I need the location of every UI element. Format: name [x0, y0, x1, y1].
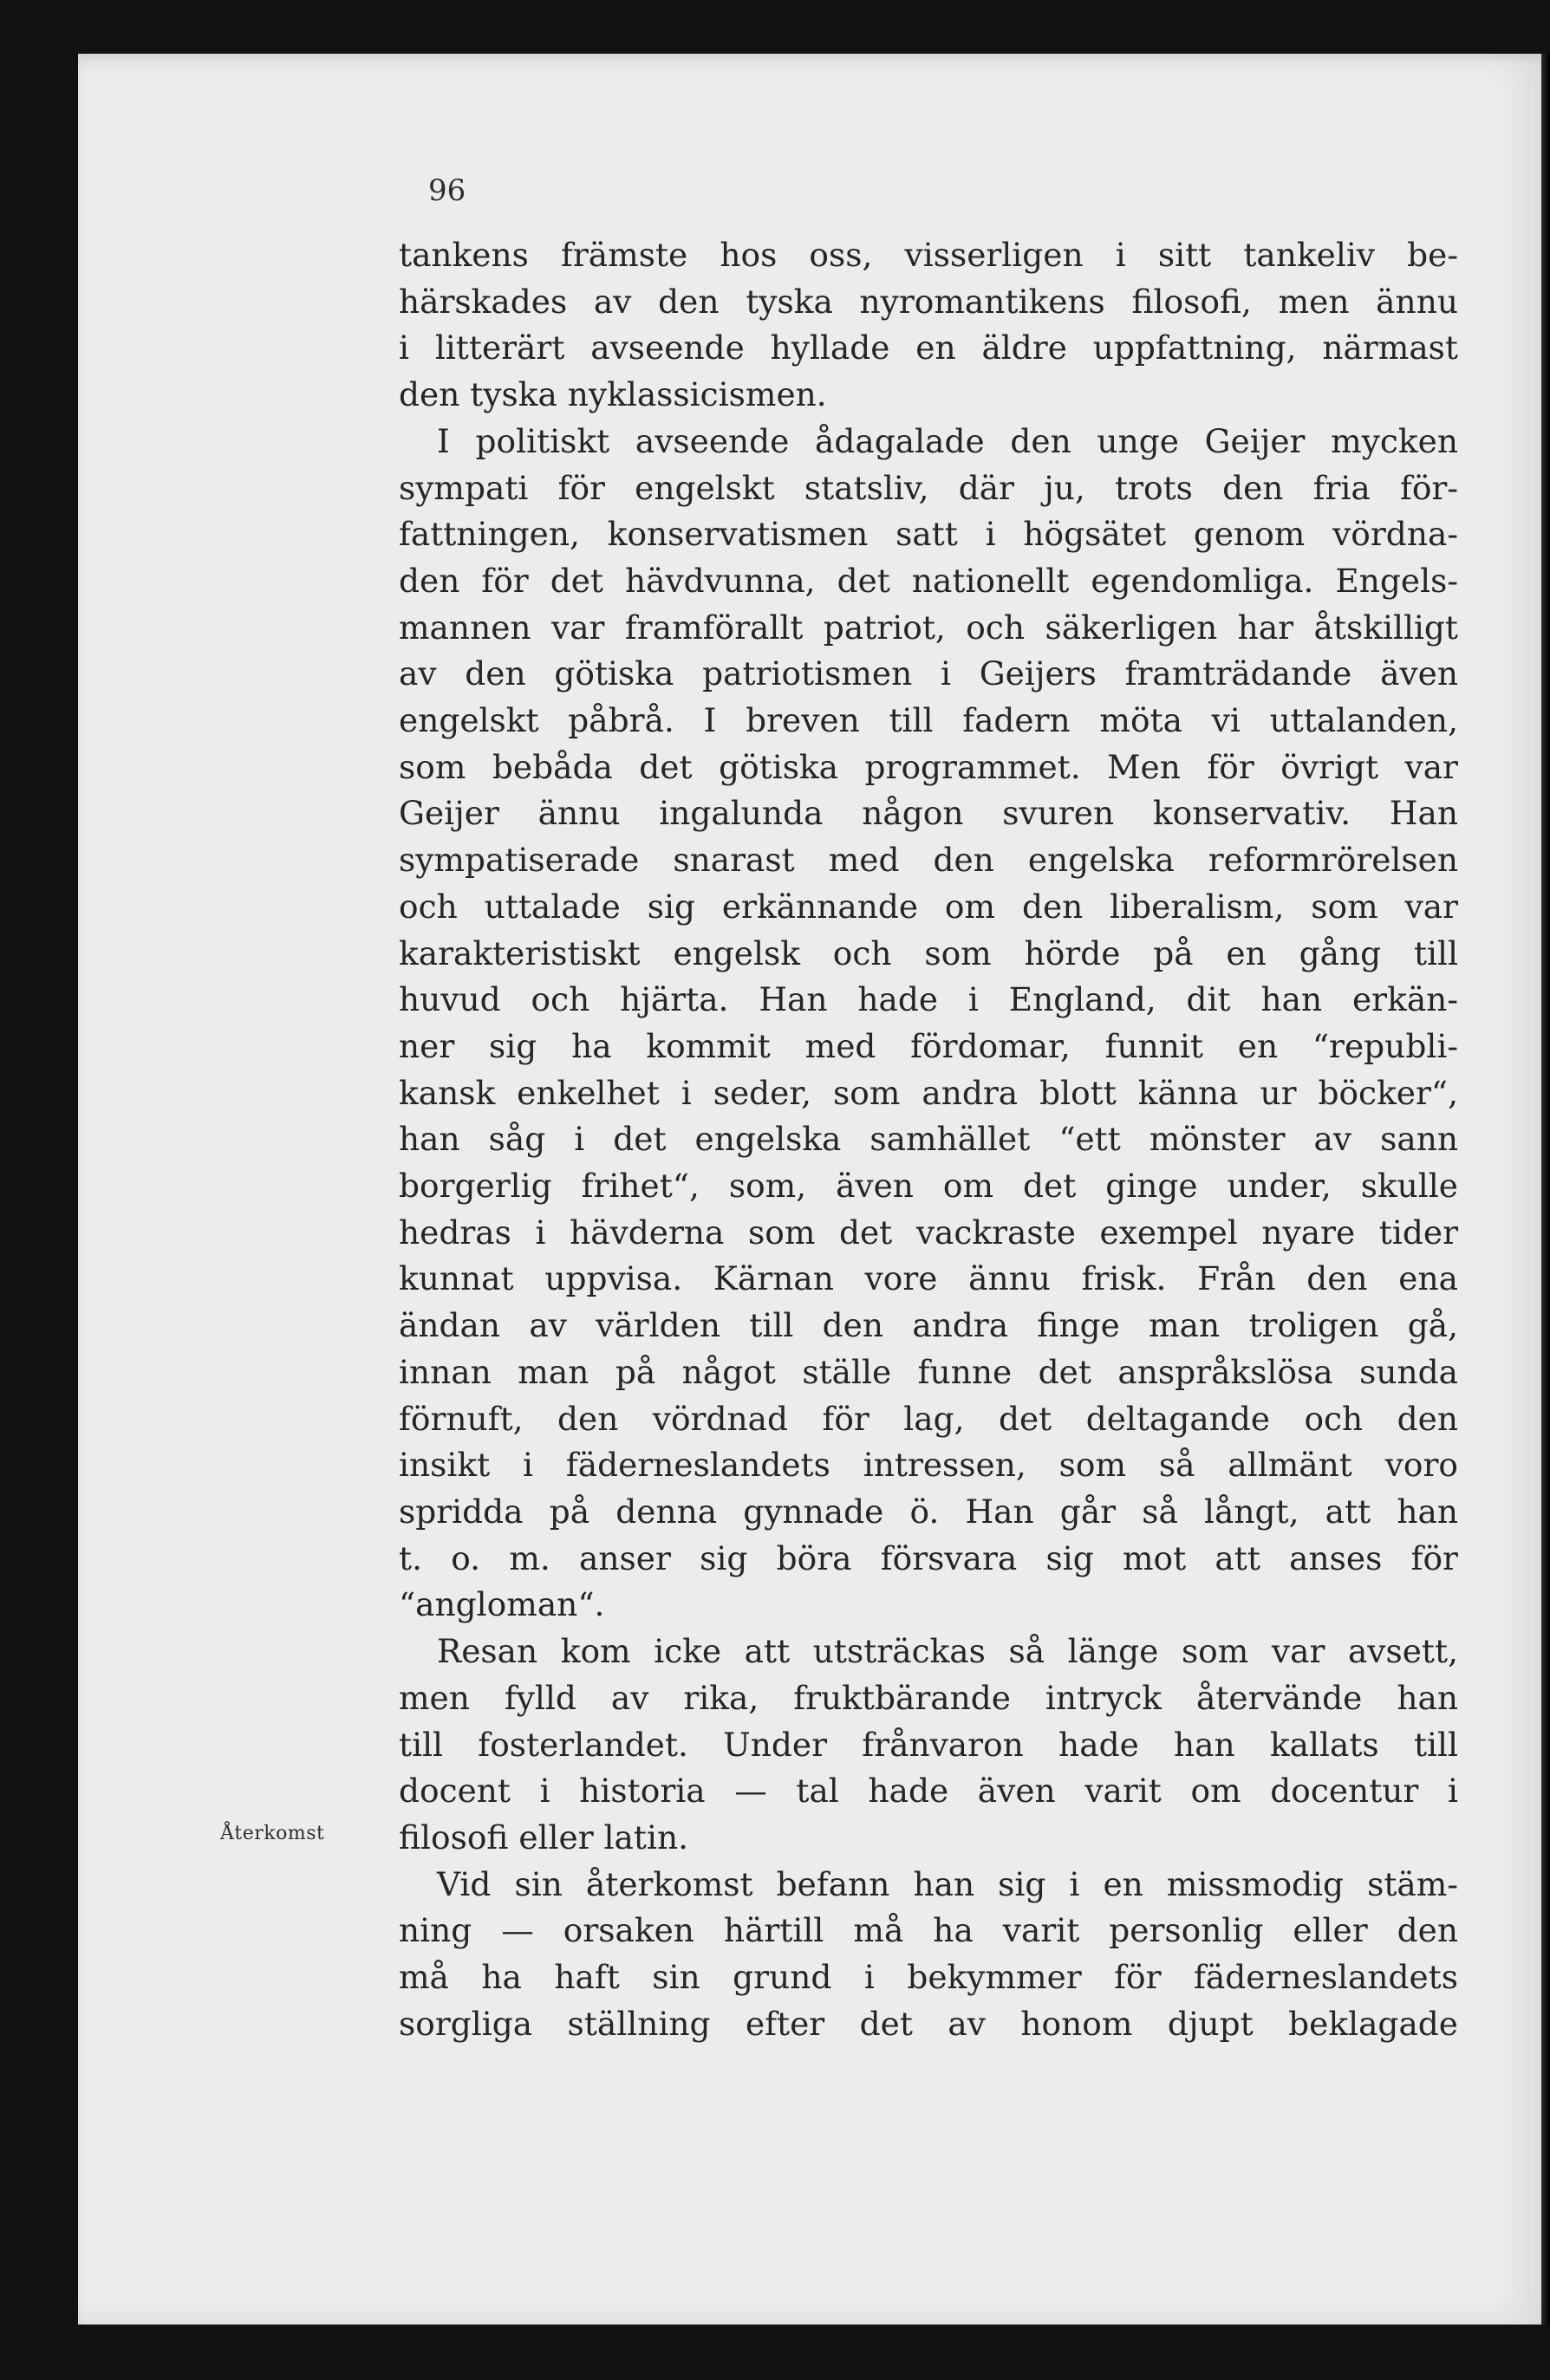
text-line: t. o. m. anser sig böra försvara sig mot att anses för: [399, 1538, 1458, 1577]
body-text: [399, 232, 1458, 2047]
text-line: mannen var framförallt patriot, och säkerligen har åtskilligt: [399, 608, 1458, 647]
text-line: i litterärt avseende hyllade en äldre uppfattning, närmast: [399, 328, 1458, 367]
text-line: huvud och hjärta. Han hade i England, dit han erkän-: [399, 980, 1458, 1019]
page-number: 96: [428, 173, 466, 208]
text-line: ner sig ha kommit med fördomar, funnit en “republi-: [399, 1026, 1458, 1065]
text-line: Geijer ännu ingalunda någon svuren konservativ. Han: [399, 794, 1458, 833]
text-line: och uttalade sig erkännande om den liberalism, som var: [399, 887, 1458, 926]
text-line: sympati för engelskt statsliv, där ju, trots den fria för-: [399, 468, 1458, 507]
text-line: docent i historia — tal hade även varit om docentur i: [399, 1772, 1458, 1811]
text-line: förnuft, den vördnad för lag, det deltagande och den: [399, 1399, 1458, 1438]
text-line: men fylld av rika, fruktbärande intryck återvände han: [399, 1678, 1458, 1717]
text-line: tankens främste hos oss, visserligen i sitt tankeliv be-: [399, 236, 1458, 274]
text-line: spridda på denna gynnade ö. Han går så långt, att han: [399, 1492, 1458, 1531]
text-line: borgerlig frihet“, som, även om det ginge under, skulle: [399, 1167, 1458, 1206]
text-line: innan man på något ställe funne det anspråkslösa sunda: [399, 1352, 1458, 1391]
text-line: Vid sin återkomst befann han sig i en missmodig stäm-: [437, 1864, 1458, 1903]
text-line: insikt i fäderneslandets intressen, som så allmänt voro: [399, 1446, 1458, 1485]
text-line: härskades av den tyska nyromantikens filosofi, men ännu: [399, 282, 1458, 321]
text-line: sorgliga ställning efter det av honom djupt beklagade: [399, 2004, 1458, 2043]
margin-note: Återkomst: [220, 1823, 325, 1844]
text-line: hedras i hävderna som det vackraste exempel nyare tider: [399, 1213, 1458, 1252]
text-line: filosofi eller latin.: [399, 1818, 689, 1857]
text-line: den tyska nyklassicismen.: [399, 375, 827, 414]
text-line: I politiskt avseende ådagalade den unge Geijer mycken: [437, 421, 1458, 460]
text-line: karakteristiskt engelsk och som hörde på en gång till: [399, 933, 1458, 972]
text-line: kunnat uppvisa. Kärnan vore ännu frisk. Från den ena: [399, 1259, 1458, 1298]
text-line: engelskt påbrå. I breven till fadern möta vi uttalanden,: [399, 701, 1458, 740]
text-line: av den götiska patriotismen i Geijers framträdande även: [399, 654, 1458, 693]
text-line: må ha haft sin grund i bekymmer för fäderneslandets: [399, 1958, 1458, 1997]
page-edge-shadow: [1541, 54, 1550, 2325]
text-line: sympatiserade snarast med den engelska reformrörelsen: [399, 841, 1458, 880]
text-line: som bebåda det götiska programmet. Men för övrigt var: [399, 747, 1458, 786]
text-line: den för det hävdvunna, det nationellt egendomliga. Engels-: [399, 561, 1458, 600]
text-line: ändan av världen till den andra finge man troligen gå,: [399, 1306, 1458, 1345]
text-line: “angloman“.: [399, 1585, 605, 1624]
text-line: kansk enkelhet i seder, som andra blott känna ur böcker“,: [399, 1073, 1458, 1112]
text-line: han såg i det engelska samhället “ett mönster av sann: [399, 1120, 1458, 1159]
text-line: till fosterlandet. Under frånvaron hade han kallats till: [399, 1725, 1458, 1764]
text-line: ning — orsaken härtill må ha varit personlig eller den: [399, 1911, 1458, 1950]
text-line: Resan kom icke att utsträckas så länge som var avsett,: [437, 1632, 1458, 1671]
text-line: fattningen, konservatismen satt i högsätet genom vördna-: [399, 515, 1458, 554]
